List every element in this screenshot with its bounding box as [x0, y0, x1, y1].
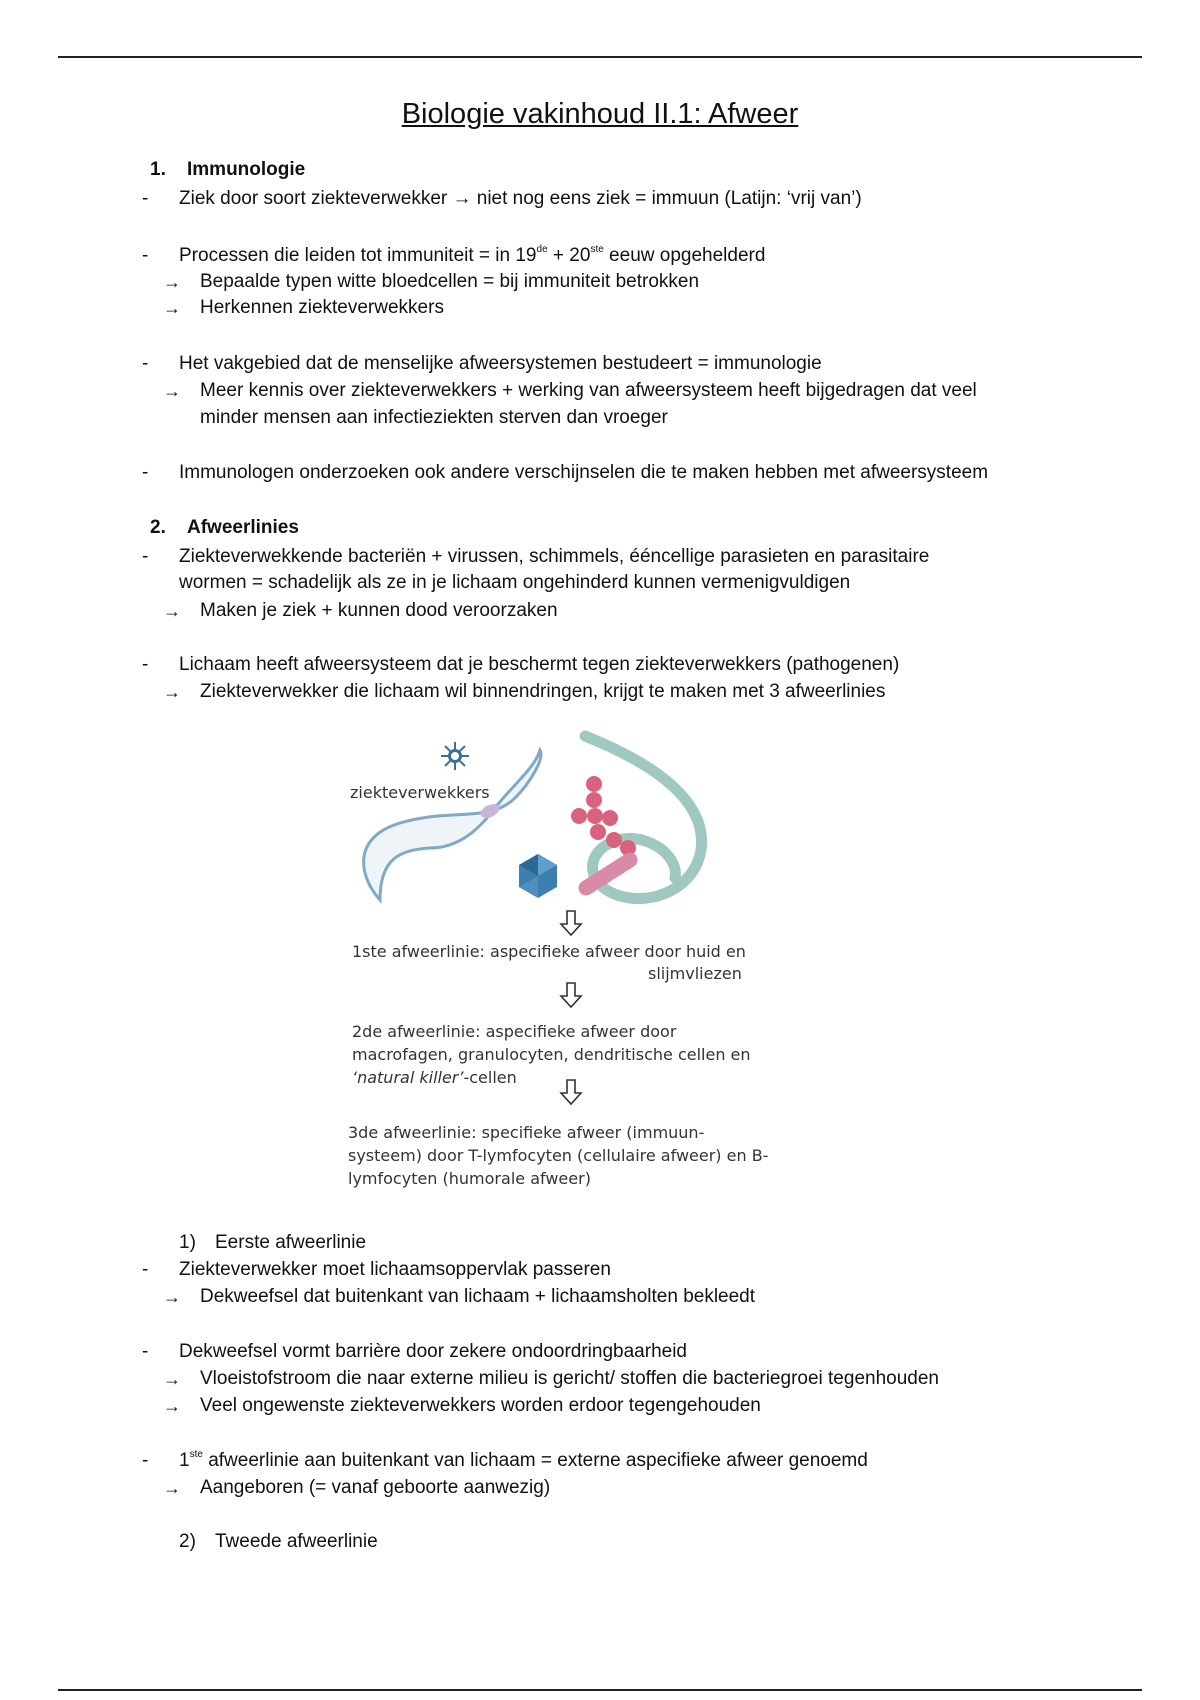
down-arrow-icon — [561, 983, 581, 1007]
virus-icon — [519, 854, 557, 898]
sub-bullet-text: Bepaalde typen witte bloedcellen = bij immuniteit betrokken — [200, 271, 700, 292]
sub-bullet-text: Aangeboren (= vanaf geboorte aanwezig) — [200, 1477, 551, 1498]
arrow-icon: → — [163, 601, 181, 621]
afweerlinie-2-text: 2de afweerlinie: aspecifieke afweer door — [352, 1022, 677, 1041]
subsection-2-heading: Tweede afweerlinie — [215, 1531, 378, 1552]
spiky-virus-icon — [441, 742, 469, 770]
bullet-dash: - — [142, 1450, 149, 1471]
sub-bullet-text: Maken je ziek + kunnen dood veroorzaken — [200, 600, 558, 621]
sub-bullet-text: Herkennen ziekteverwekkers — [200, 297, 444, 318]
arrow-icon: → — [163, 682, 181, 702]
bullet-dash: - — [142, 546, 149, 567]
figure-label: ziekteverwekkers — [350, 783, 490, 802]
bullet-text: Lichaam heeft afweersysteem dat je beschermt tegen ziekteverwekkers (pathogenen) — [179, 654, 900, 675]
section-1-number: 1. — [150, 159, 166, 180]
parasite-icon — [364, 750, 541, 900]
bullet-dash: - — [142, 462, 149, 483]
down-arrow-icon — [561, 911, 581, 935]
sub-bullet-text: minder mensen aan infectieziekten sterven dan vroeger — [200, 407, 668, 428]
sub-bullet-text: Ziekteverwekker die lichaam wil binnendringen, krijgt te maken met 3 afweerlinies — [200, 681, 886, 702]
bullet-text: Ziek door soort ziekteverwekker → niet nog eens ziek = immuun (Latijn: ‘vrij van’) — [179, 188, 862, 209]
down-arrow-icon — [561, 1080, 581, 1104]
afweerlinie-2-text: macrofagen, granulocyten, dendritische cellen en — [352, 1045, 751, 1064]
bullet-text: Dekweefsel vormt barrière door zekere ondoordringbaarheid — [179, 1341, 687, 1362]
arrow-icon: → — [163, 1369, 181, 1389]
section-1-heading: Immunologie — [187, 159, 306, 180]
subsection-2-number: 2) — [179, 1531, 196, 1552]
bullet-dash: - — [142, 654, 149, 675]
section-2-number: 2. — [150, 517, 166, 538]
bullet-dash: - — [142, 1341, 149, 1362]
bullet-dash: - — [142, 188, 149, 209]
arrow-icon: → — [163, 1396, 181, 1416]
afweerlinie-3-text: lymfocyten (humorale afweer) — [348, 1169, 591, 1188]
subsection-1-heading: Eerste afweerlinie — [215, 1232, 367, 1253]
top-rule — [58, 56, 1142, 58]
bottom-rule — [58, 1689, 1142, 1691]
sub-bullet-text: Dekweefsel dat buitenkant van lichaam + lichaamsholten bekleedt — [200, 1286, 756, 1307]
afweerlinie-2-text: ‘natural killer’-cellen — [352, 1068, 517, 1087]
sub-bullet-text: Meer kennis over ziekteverwekkers + werking van afweersysteem heeft bijgedragen dat veel — [200, 380, 977, 401]
afweerlinie-1-text: 1ste afweerlinie: aspecifieke afweer door huid en — [352, 942, 746, 961]
bullet-dash: - — [142, 1259, 149, 1280]
arrow-icon: → — [163, 381, 181, 401]
bullet-text: wormen = schadelijk als ze in je lichaam ongehinderd kunnen vermenigvuldigen — [179, 572, 851, 593]
sub-bullet-text: Veel ongewenste ziekteverwekkers worden erdoor tegengehouden — [200, 1395, 761, 1416]
afweerlinie-1-text: slijmvliezen — [648, 964, 742, 983]
subsection-1-number: 1) — [179, 1232, 196, 1253]
arrow-icon: → — [163, 272, 181, 292]
bullet-text: Immunologen onderzoeken ook andere verschijnselen die te maken hebben met afweersysteem — [179, 462, 989, 483]
afweerlinie-3-text: systeem) door T-lymfocyten (cellulaire afweer) en B- — [348, 1146, 769, 1165]
bullet-text: Het vakgebied dat de menselijke afweersystemen bestudeert = immunologie — [179, 353, 822, 374]
afweerlinie-3-text: 3de afweerlinie: specifieke afweer (immuun- — [348, 1123, 705, 1142]
bullet-text: Ziekteverwekker moet lichaamsoppervlak passeren — [179, 1259, 611, 1280]
arrow-icon: → — [163, 1478, 181, 1498]
page-title: Biologie vakinhoud II.1: Afweer — [401, 98, 799, 130]
section-2-heading: Afweerlinies — [187, 517, 299, 538]
bullet-dash: - — [142, 245, 149, 266]
sub-bullet-text: Vloeistofstroom die naar externe milieu is gericht/ stoffen die bacteriegroei tegenhouden — [200, 1368, 939, 1389]
bullet-text: 1ste afweerlinie aan buitenkant van lichaam = externe aspecifieke afweer genoemd — [179, 1449, 868, 1471]
arrow-icon: → — [163, 1287, 181, 1307]
bullet-text: Processen die leiden tot immuniteit = in 19de + 20ste eeuw opgehelderd — [179, 244, 766, 266]
afweerlinies-figure — [340, 728, 800, 1200]
arrow-icon: → — [163, 298, 181, 318]
bullet-dash: - — [142, 353, 149, 374]
bullet-text: Ziekteverwekkende bacteriën + virussen, schimmels, ééncellige parasieten en parasitaire — [179, 546, 930, 567]
